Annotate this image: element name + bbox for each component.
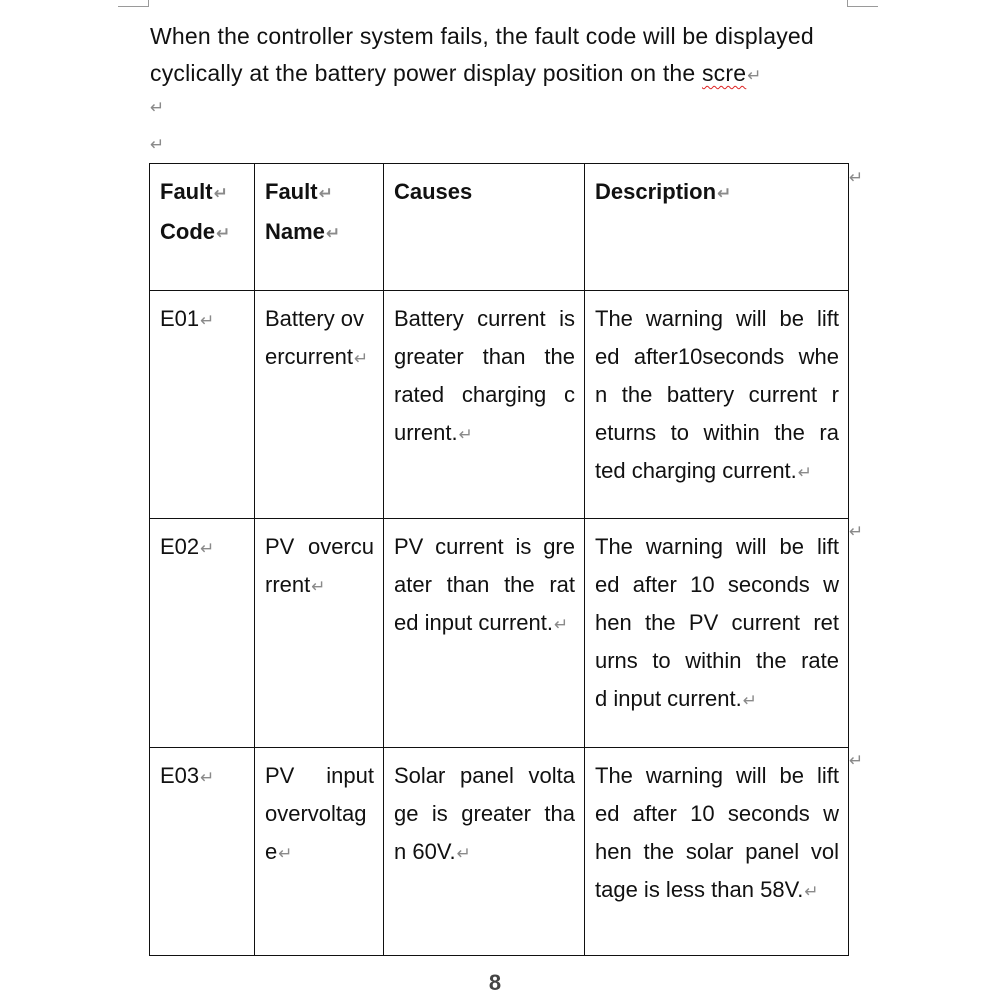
spellcheck-word: scre bbox=[701, 60, 747, 86]
header-fault-name: Fault↵ Name↵ bbox=[255, 164, 384, 291]
page-corner-mark-right bbox=[847, 0, 878, 7]
header-description: Description↵ bbox=[585, 164, 849, 291]
intro-line-2: cyclically at the battery power display position on the bbox=[150, 60, 702, 86]
paragraph-mark: ↵ bbox=[747, 66, 762, 85]
page-number: 8 bbox=[488, 970, 502, 995]
intro-line-1: When the controller system fails, the fault code will be displayed bbox=[150, 23, 814, 49]
row-end-mark: ↵ bbox=[849, 168, 864, 187]
page-corner-mark-left bbox=[118, 0, 149, 7]
fault-code-cell: E02↵ bbox=[150, 519, 255, 748]
empty-paragraph-mark: ↵ bbox=[150, 135, 165, 154]
intro-paragraph bbox=[150, 18, 842, 94]
fault-name-cell: PV overcu rrent↵ bbox=[255, 519, 384, 748]
causes-cell: Solar panel volta ge is greater tha n 60V.↵ bbox=[384, 748, 585, 956]
fault-code-cell: E03↵ bbox=[150, 748, 255, 956]
fault-code-cell: E01↵ bbox=[150, 291, 255, 519]
header-fault-code: Fault↵ Code↵ bbox=[150, 164, 255, 291]
causes-cell: Battery current is greater than the rated charging c urrent.↵ bbox=[384, 291, 585, 519]
table-row bbox=[150, 291, 849, 519]
row-end-mark: ↵ bbox=[849, 751, 864, 770]
table-header-row bbox=[150, 164, 849, 291]
row-end-mark: ↵ bbox=[849, 522, 864, 541]
fault-name-cell: Battery ov ercurrent↵ bbox=[255, 291, 384, 519]
fault-name-cell: PV input overvoltag e↵ bbox=[255, 748, 384, 956]
description-cell: The warning will be lift ed after 10 seconds w hen the PV current ret urns to within the rate d input current.↵ bbox=[585, 519, 849, 748]
fault-code-table bbox=[149, 163, 849, 956]
description-cell: The warning will be lift ed after10seconds whe n the battery current r eturns to within the ra ted charging current.↵ bbox=[585, 291, 849, 519]
table-row bbox=[150, 748, 849, 956]
causes-cell: PV current is gre ater than the rat ed input current.↵ bbox=[384, 519, 585, 748]
table-row bbox=[150, 519, 849, 748]
description-cell: The warning will be lift ed after 10 seconds w hen the solar panel vol tage is less than 58V.↵ bbox=[585, 748, 849, 956]
header-causes: Causes bbox=[384, 164, 585, 291]
empty-paragraph-mark: ↵ bbox=[150, 98, 165, 117]
